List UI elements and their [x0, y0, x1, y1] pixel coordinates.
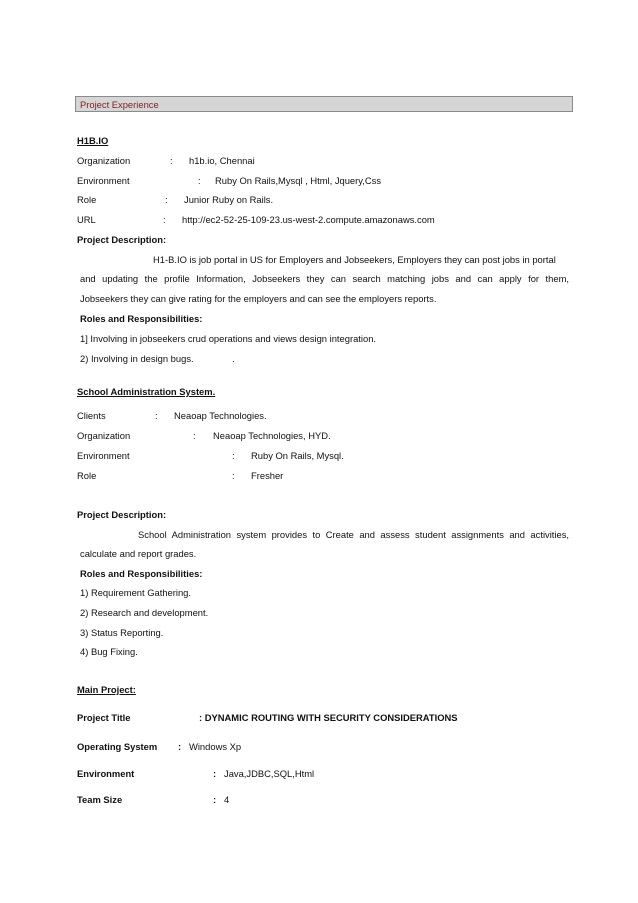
operating-system-label: Operating System — [77, 741, 158, 752]
main-project-heading: Main Project: — [77, 684, 136, 695]
description-line: H1-B.IO is job portal in US for Employers and Jobseekers, Employers they can post jobs in portal — [153, 254, 556, 265]
section-header-project-experience — [75, 96, 573, 112]
section-title: Project Experience — [80, 99, 159, 110]
responsibility-item: 1) Requirement Gathering. — [80, 587, 191, 598]
colon: : — [193, 430, 196, 441]
team-size-label: Team Size — [77, 794, 123, 805]
role-label: Role — [77, 470, 97, 481]
stray-period: . — [232, 353, 235, 364]
project-title-value: : DYNAMIC ROUTING WITH SECURITY CONSIDERATIONS — [199, 712, 458, 723]
organization-value: h1b.io, Chennai — [189, 155, 255, 166]
responsibility-item: 1] Involving in jobseekers crud operations and views design integration. — [80, 333, 377, 344]
environment-value: Ruby On Rails, Mysql. — [251, 450, 344, 461]
project-name-h1b: H1B.IO — [77, 135, 109, 146]
url-label: URL — [77, 214, 96, 225]
roles-heading: Roles and Responsibilities: — [80, 568, 203, 579]
colon: : — [165, 194, 168, 205]
environment-label: Environment — [77, 450, 130, 461]
colon: : — [213, 768, 217, 779]
colon: : — [163, 214, 166, 225]
description-line: calculate and report grades. — [80, 548, 197, 559]
role-value: Junior Ruby on Rails. — [184, 194, 274, 205]
role-label: Role — [77, 194, 97, 205]
operating-system-value: Windows Xp — [189, 741, 242, 752]
organization-label: Organization — [77, 430, 131, 441]
description-line: School Administration system provides to Create and assess student assignments and activities, — [138, 529, 569, 540]
project-description-heading: Project Description: — [77, 509, 167, 520]
responsibility-item: 2) Involving in design bugs. — [80, 353, 194, 364]
project-name-school-admin: School Administration System. — [77, 386, 216, 397]
url-value: http://ec2-52-25-109-23.us-west-2.compute.amazonaws.com — [182, 214, 435, 225]
role-value: Fresher — [251, 470, 284, 481]
colon: : — [178, 741, 182, 752]
team-size-value: 4 — [224, 794, 230, 805]
responsibility-item: 3) Status Reporting. — [80, 627, 164, 638]
description-line: Jobseekers they can give rating for the employers and can see the employers reports. — [80, 293, 437, 304]
environment-label: Environment — [77, 175, 130, 186]
colon: : — [155, 410, 158, 421]
description-line: and updating the profile Information, Jobseekers they can search matching jobs and can apply for them, — [80, 273, 569, 284]
project-title-label: Project Title — [77, 712, 131, 723]
project-description-heading: Project Description: — [77, 234, 167, 245]
colon: : — [232, 470, 235, 481]
environment-label: Environment — [77, 768, 135, 779]
colon: : — [232, 450, 235, 461]
organization-value: Neaoap Technologies, HYD. — [213, 430, 331, 441]
colon: : — [213, 794, 217, 805]
environment-value: Ruby On Rails,Mysql , Html, Jquery,Css — [215, 175, 382, 186]
clients-label: Clients — [77, 410, 106, 421]
colon: : — [170, 155, 173, 166]
clients-value: Neaoap Technologies. — [174, 410, 267, 421]
environment-value: Java,JDBC,SQL,Html — [224, 768, 315, 779]
colon: : — [198, 175, 201, 186]
responsibility-item: 2) Research and development. — [80, 607, 209, 618]
roles-heading: Roles and Responsibilities: — [80, 313, 203, 324]
responsibility-item: 4) Bug Fixing. — [80, 646, 138, 657]
organization-label: Organization — [77, 155, 131, 166]
